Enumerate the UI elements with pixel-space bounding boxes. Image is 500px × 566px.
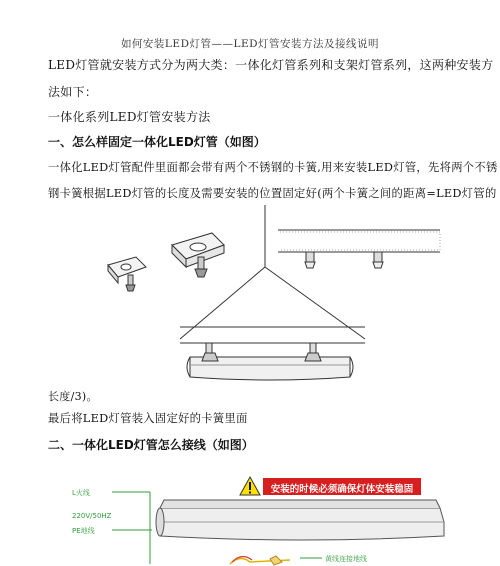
divider-right [265,267,365,339]
warning-icon [240,477,260,495]
para1-line-2: 钢卡簧根据LED灯管的长度及需要安装的位置固定好(两个卡簧之间的距离=LED灯管的 [48,187,497,200]
wire-connector [270,556,282,565]
spring-clip-small [108,257,146,291]
led-tube [187,353,353,380]
installation-illustration [100,205,460,395]
warning-text: 安装的时候必须确保灯体安装稳固 [270,484,414,495]
section-integrated: 一体化系列LED灯管安装方法 [48,110,211,124]
ceiling-bottom [180,327,365,353]
label-earth: PE地线 [72,527,95,535]
label-yellow-wire: 黄线连接地线 [325,555,367,563]
page-title: 如何安装LED灯管——LED灯管安装方法及接线说明 [120,38,380,50]
ceiling-top-right [278,230,440,268]
heading-wiring: 二、一体化LED灯管怎么接线（如图） [48,438,254,452]
para2: 最后将LED灯管装入固定好的卡簧里面 [48,412,248,425]
divider-left [180,267,265,339]
spring-clip-large [172,233,224,277]
intro-line-2: 法如下： [48,85,98,99]
label-live: L火线 [72,489,90,497]
para1-line-1: 一体化LED灯管配件里面都会带有两个不锈钢的卡簧,用来安装LED灯管，先将两个不锈 [48,161,498,174]
heading-fix-tube: 一、怎么样固定一体化LED灯管（如图） [48,135,266,149]
label-voltage: 220V/50HZ [72,512,112,520]
intro-line-1: LED灯管就安装方式分为两大类：一体化灯管系列和支架灯管系列，这两种安装方 [48,58,494,72]
tube-body [156,500,444,540]
wiring-diagram [60,474,460,566]
para1-line-3: 长度/3)。 [48,390,98,403]
